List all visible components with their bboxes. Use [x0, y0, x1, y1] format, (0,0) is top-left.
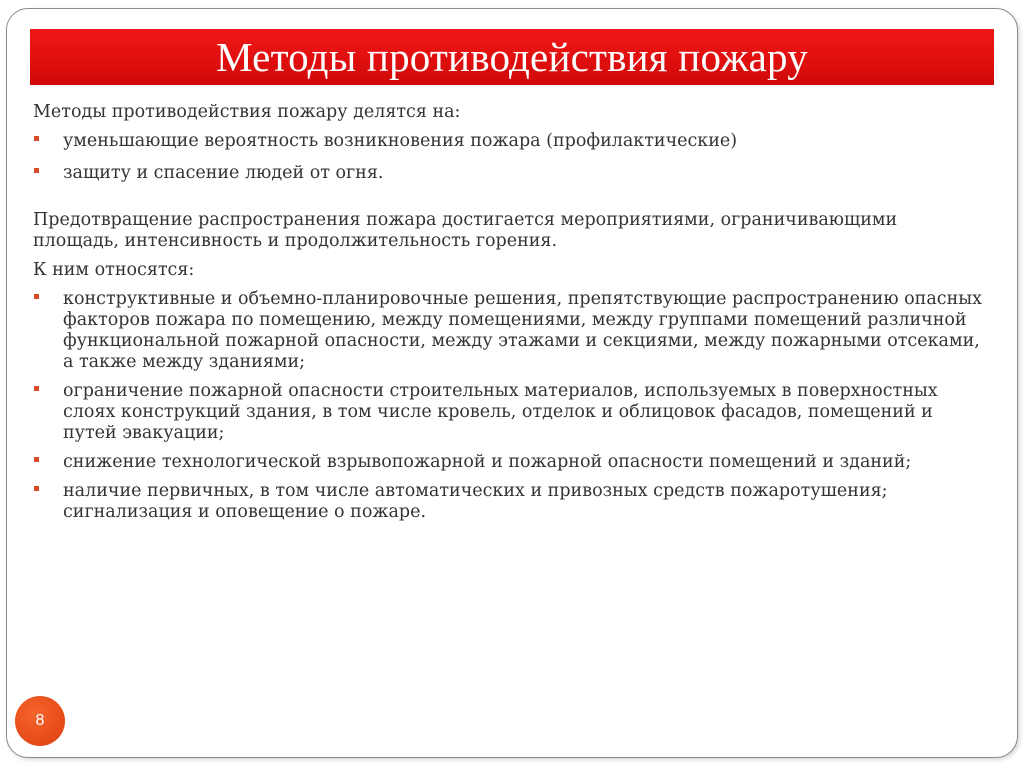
bullet-icon [34, 386, 39, 391]
page-number-badge: 8 [15, 696, 65, 746]
includes-label: К ним относятся: [33, 260, 195, 280]
bullet-icon [34, 136, 39, 141]
intro-text: Методы противодействия пожару делятся на: [33, 102, 461, 122]
list-item: снижение технологической взрывопожарной и пожарной опасности помещений и зданий; [33, 452, 983, 473]
prevention-text: Предотвращение распространения пожара достигается мероприятиями, ограничивающими площадь, интенсивность и продолжительность горения. [33, 210, 898, 251]
bullet-icon [34, 294, 39, 299]
bullet-icon [34, 457, 39, 462]
slide-content [33, 102, 983, 523]
list-item: ограничение пожарной опасности строительных материалов, используемых в поверхностных слоях конструкций здания, в том числе кровель, отделок и облицовок фасадов, помещений и путей эвакуации; [33, 381, 983, 444]
slide-title: Методы противодействия пожару [216, 34, 808, 80]
list-item: конструктивные и объемно-планировочные решения, препятствующие распространению опасных факторов пожара по помещению, между помещениями, между группами помещений различной функциональной пожарной опасности, между этажами и секциями, между пожарными отсеками, а также между зданиями; [33, 289, 983, 373]
list-item: уменьшающие вероятность возникновения пожара (профилактические) [33, 131, 983, 152]
list-item: защиту и спасение людей от огня. [33, 163, 983, 184]
bullet-icon [34, 486, 39, 491]
intro-list [33, 131, 983, 184]
title-bar [30, 29, 994, 85]
list-item: наличие первичных, в том числе автоматических и привозных средств пожаротушения; сигнализация и оповещение о пожаре. [33, 481, 983, 523]
bullet-icon [34, 168, 39, 173]
measures-list [33, 289, 983, 523]
